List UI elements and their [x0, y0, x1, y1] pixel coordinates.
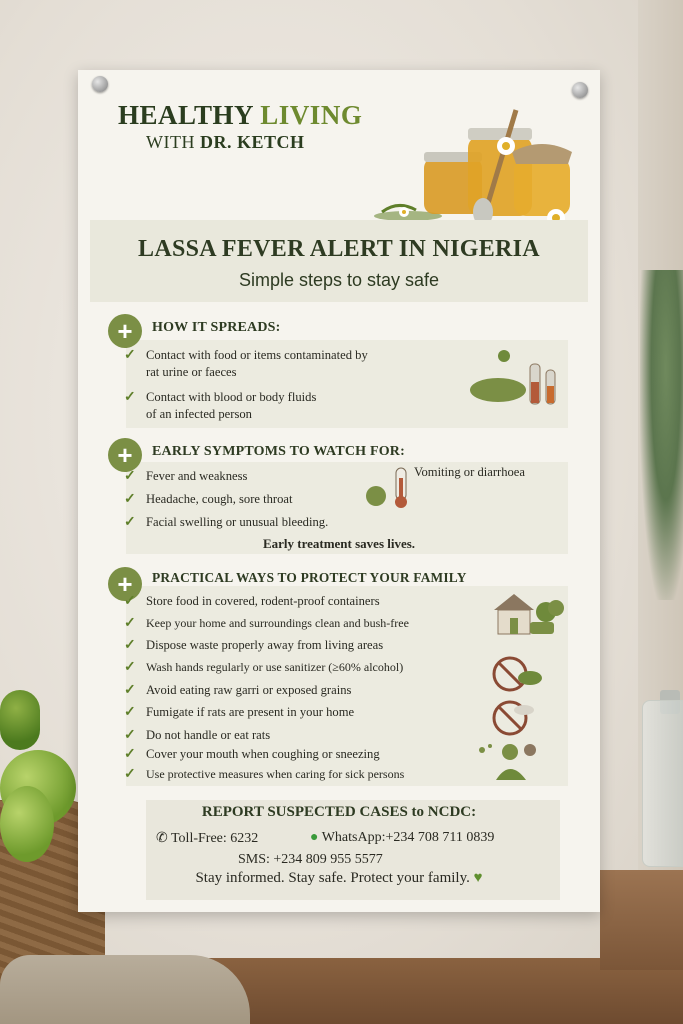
item-text: Do not handle or eat rats	[146, 728, 271, 742]
health-poster	[78, 70, 600, 912]
item-text: Use protective measures when caring for sick persons	[146, 767, 405, 781]
whatsapp-contact	[310, 830, 494, 846]
check-icon: ✓	[124, 390, 136, 405]
wooden-counter	[600, 870, 683, 970]
tagline-text: Stay informed. Stay safe. Protect your family.	[195, 870, 470, 886]
list-item	[124, 746, 380, 763]
poster-subtitle: Simple steps to stay safe	[238, 270, 440, 290]
check-icon: ✓	[124, 660, 136, 675]
list-item-continued: rat urine or faeces	[146, 365, 237, 379]
lime-fruit	[0, 786, 54, 862]
pin-icon	[572, 82, 588, 98]
no-rat-icon	[490, 654, 546, 694]
item-text: Headache, cough, sore throat	[146, 492, 293, 506]
protect-heading: PRACTICAL WAYS TO PROTECT YOUR FAMILY	[152, 570, 467, 585]
thermometer-icon	[362, 466, 412, 510]
linen-cloth	[0, 955, 250, 1024]
brand-word-accent: LIVING	[260, 100, 363, 130]
check-icon: ✓	[124, 767, 136, 782]
check-icon: ✓	[124, 683, 136, 698]
check-icon: ✓	[124, 747, 136, 762]
check-icon: ✓	[124, 638, 136, 653]
list-item	[124, 468, 248, 485]
no-rat-icon	[490, 698, 546, 738]
item-text: Dispose waste properly away from living areas	[146, 638, 384, 652]
item-text: Contact with food or items contaminated by	[146, 348, 368, 362]
lab-tube-icon	[468, 340, 562, 410]
brand-doctor-name: DR. KETCH	[199, 132, 305, 152]
item-text: Facial swelling or unusual bleeding.	[146, 515, 329, 529]
item-text: Keep your home and surroundings clean and bush-free	[146, 616, 409, 630]
item-text: Fever and weakness	[146, 469, 248, 483]
item-text: Avoid eating raw garri or exposed grains	[146, 683, 352, 697]
check-icon: ✓	[124, 492, 136, 507]
tollfree-contact	[156, 830, 258, 847]
brand-word: HEALTHY	[118, 100, 261, 130]
item-text: Store food in covered, rodent-proof containers	[146, 594, 380, 608]
list-item	[124, 659, 404, 676]
honey-jar-icon	[368, 100, 588, 230]
whatsapp-text: WhatsApp:+234 708 711 0839	[321, 830, 495, 845]
check-icon: ✓	[124, 515, 136, 530]
phone-icon: ✆	[156, 831, 168, 846]
plus-icon: +	[108, 438, 142, 472]
soap-dispenser-bottle	[642, 700, 683, 867]
check-icon: ✓	[124, 616, 136, 631]
sms-contact: SMS: +234 809 955 5577	[238, 852, 383, 867]
plus-icon: +	[108, 567, 142, 601]
check-icon: ✓	[124, 594, 136, 609]
heart-icon: ♥	[473, 870, 483, 886]
item-text: Contact with blood or body fluids	[146, 390, 317, 404]
item-text: Cover your mouth when coughing or sneezing	[146, 747, 380, 761]
check-icon: ✓	[124, 728, 136, 743]
item-text: Fumigate if rats are present in your home	[146, 705, 355, 719]
list-item	[124, 491, 293, 508]
pin-icon	[92, 76, 108, 92]
symptoms-heading: EARLY SYMPTOMS TO WATCH FOR:	[152, 444, 405, 459]
avocado	[0, 690, 40, 750]
list-item	[124, 389, 317, 406]
list-item	[124, 766, 405, 783]
list-item	[124, 637, 384, 654]
list-item	[124, 514, 329, 531]
list-item	[124, 682, 352, 699]
item-text: Wash hands regularly or use sanitizer (≥60% alcohol)	[146, 660, 404, 674]
symptoms-note: Early treatment saves lives.	[262, 536, 416, 551]
whatsapp-icon: ●	[310, 830, 319, 845]
tollfree-text: Toll-Free: 6232	[170, 831, 259, 846]
poster-title: LASSA FEVER ALERT IN NIGERIA	[138, 236, 540, 262]
list-item	[124, 727, 271, 744]
check-icon: ✓	[124, 705, 136, 720]
house-icon	[488, 588, 568, 638]
list-item	[124, 593, 380, 610]
check-icon: ✓	[124, 348, 136, 363]
report-heading: REPORT SUSPECTED CASES to NCDC:	[201, 804, 477, 820]
spreads-heading: HOW IT SPREADS:	[152, 320, 281, 335]
plus-icon: +	[108, 314, 142, 348]
title-band	[90, 220, 588, 302]
list-item	[124, 615, 409, 632]
brand-subtitle	[146, 132, 305, 153]
list-item	[124, 704, 355, 721]
background-plant	[640, 270, 683, 600]
brand-title	[118, 100, 362, 131]
list-item-vomiting: Vomiting or diarrhoea	[414, 465, 525, 479]
caregiver-icon	[474, 740, 544, 784]
check-icon: ✓	[124, 469, 136, 484]
tagline	[78, 870, 600, 887]
brand-word: WITH	[146, 132, 200, 152]
list-item	[124, 347, 368, 364]
list-item-continued: of an infected person	[146, 407, 252, 421]
